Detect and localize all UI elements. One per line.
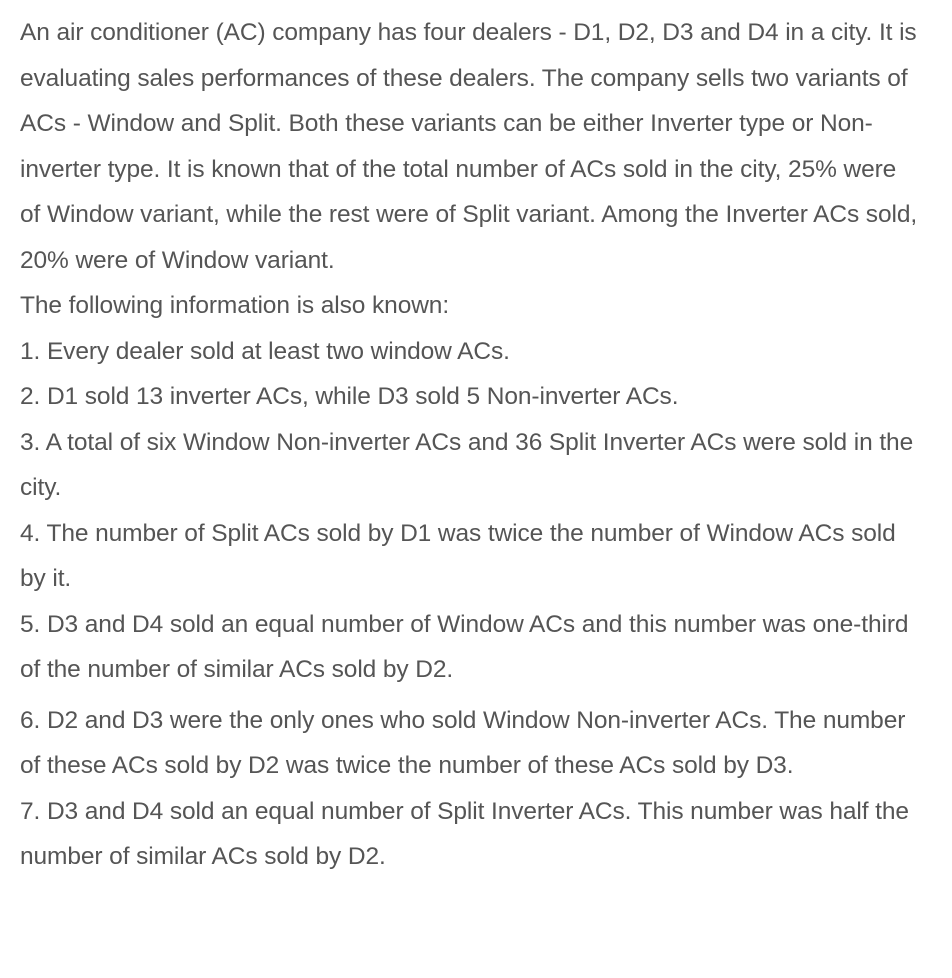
problem-text (20, 10, 920, 880)
statement-1: 1. Every dealer sold at least two window ACs. (20, 337, 510, 365)
statement-4: 4. The number of Split ACs sold by D1 was twice the number of Window ACs sold by it. (20, 519, 896, 592)
statement-5: 5. D3 and D4 sold an equal number of Window ACs and this number was one-third of the number of similar ACs sold by D2. (20, 610, 909, 683)
lead-in-line: The following information is also known: (20, 292, 450, 319)
statement-7: 7. D3 and D4 sold an equal number of Split Inverter ACs. This number was half the number of similar ACs sold by D2. (20, 797, 909, 870)
statement-3: 3. A total of six Window Non-inverter ACs and 36 Split Inverter ACs were sold in the city. (20, 428, 914, 501)
statement-6: 6. D2 and D3 were the only ones who sold Window Non-inverter ACs. The number of these ACs sold by D2 was twice the number of these ACs sold by D3. (20, 706, 906, 779)
statement-2: 2. D1 sold 13 inverter ACs, while D3 sold 5 Non-inverter ACs. (20, 383, 679, 410)
intro-paragraph: An air conditioner (AC) company has four dealers - D1, D2, D3 and D4 in a city. It is evaluating sales performances of these dealers. The company sells two variants of ACs - Window and Split. Both these variants can be either Inverter type or Non-inverter type. It is known that of the total number of ACs sold in the city, 25% were of Window variant, while the rest were of Split variant. Among the Inverter ACs sold, 20% were of Window variant. (20, 19, 918, 274)
